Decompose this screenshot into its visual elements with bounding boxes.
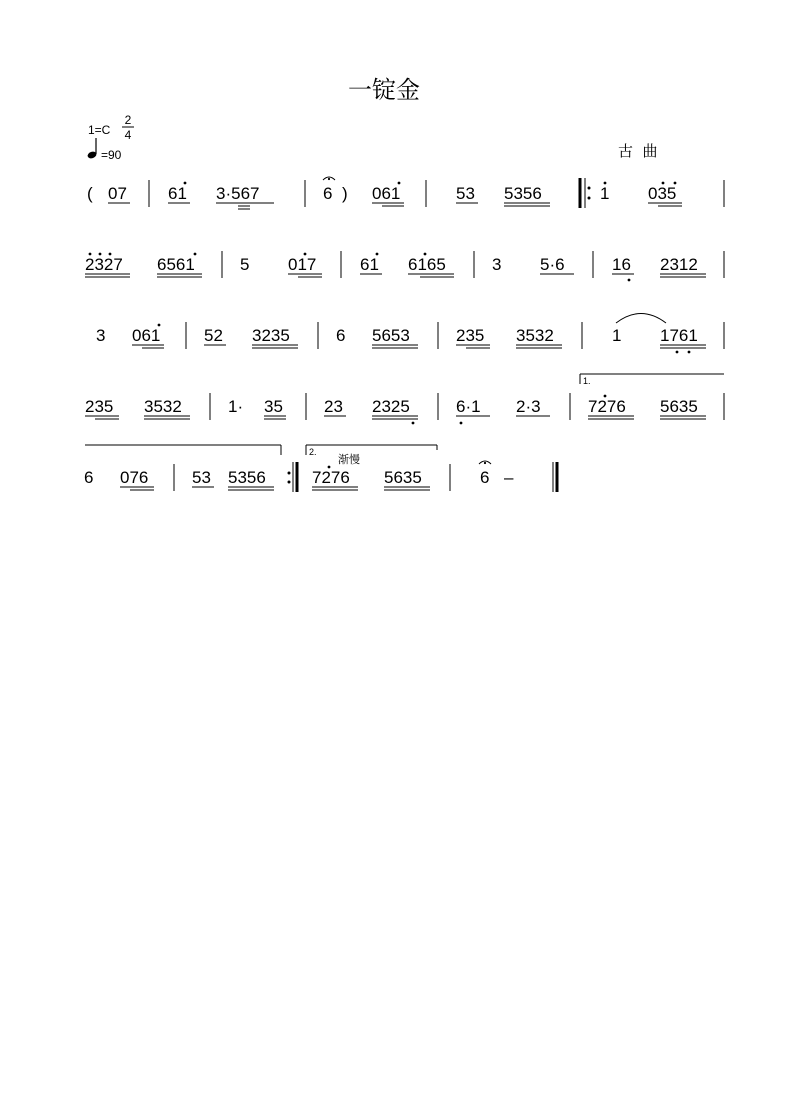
note-group: 5653: [372, 326, 410, 345]
note-group: 1: [600, 184, 610, 203]
note-group: 7276: [588, 397, 626, 416]
note-group: 52: [204, 326, 223, 345]
note-group: 2327: [85, 255, 123, 274]
note-group: 1: [612, 326, 622, 345]
close-paren: ): [342, 184, 348, 203]
note-group: 6561: [157, 255, 195, 274]
note-group: 2·3: [516, 397, 541, 416]
note-group: 3532: [144, 397, 182, 416]
note-group: 1761: [660, 326, 698, 345]
note-group: 061: [132, 326, 161, 345]
score-title: 一锭金: [348, 76, 420, 104]
quarter-note-icon: [87, 138, 98, 160]
note-group: 6: [323, 184, 333, 203]
note-group: 3: [96, 326, 106, 345]
note-group: 61: [360, 255, 379, 274]
note-group: 235: [85, 397, 114, 416]
note-group: 07: [108, 184, 127, 203]
note-group: 3: [492, 255, 502, 274]
note-group: 5356: [504, 184, 542, 203]
note-group: 35: [264, 397, 283, 416]
staff-row-1: [87, 177, 724, 209]
key-signature: 1=C: [88, 123, 111, 137]
note-group: 3·567: [216, 184, 260, 203]
tempo-marking: =90: [101, 148, 122, 162]
staff-row-3: [96, 314, 724, 354]
note-group: 017: [288, 255, 317, 274]
note-group: 5635: [384, 468, 422, 487]
note-group: 5356: [228, 468, 266, 487]
note-group: 2325: [372, 397, 410, 416]
repeat-end-barline: [288, 472, 291, 475]
time-signature-numerator: 2: [124, 113, 132, 127]
note-group: 2312: [660, 255, 698, 274]
note-group: 035: [648, 184, 677, 203]
note-group: 6165: [408, 255, 446, 274]
note-group: 7276: [312, 468, 350, 487]
note-group: 6: [480, 468, 490, 487]
note-group: 061: [372, 184, 401, 203]
note-group: 6·1: [456, 397, 481, 416]
note-group: 53: [192, 468, 211, 487]
note-group: 61: [168, 184, 187, 203]
open-paren: (: [87, 184, 93, 203]
volta-label-2: 2.: [309, 447, 317, 457]
note-group: 6: [84, 468, 94, 487]
tempo-direction: 渐慢: [338, 453, 360, 466]
staff-row-2: [85, 251, 724, 281]
note-group: 16: [612, 255, 631, 274]
time-signature-denominator: 4: [124, 128, 132, 142]
staff-row-4: [85, 374, 724, 424]
note-group: 5: [240, 255, 250, 274]
volta-label-1: 1.: [583, 376, 591, 386]
note-group: 1·: [228, 397, 244, 416]
attribution: 古 曲: [618, 142, 658, 160]
staff-row-5: [84, 445, 557, 492]
note-group: 3235: [252, 326, 290, 345]
note-group: 23: [324, 397, 343, 416]
dash-sustain: –: [504, 468, 514, 487]
note-group: 5635: [660, 397, 698, 416]
note-group: 53: [456, 184, 475, 203]
note-group: 235: [456, 326, 485, 345]
note-group: 076: [120, 468, 149, 487]
slur-icon: [616, 314, 666, 324]
note-group: 5·6: [540, 255, 565, 274]
note-group: 6: [336, 326, 346, 345]
note-group: 3532: [516, 326, 554, 345]
